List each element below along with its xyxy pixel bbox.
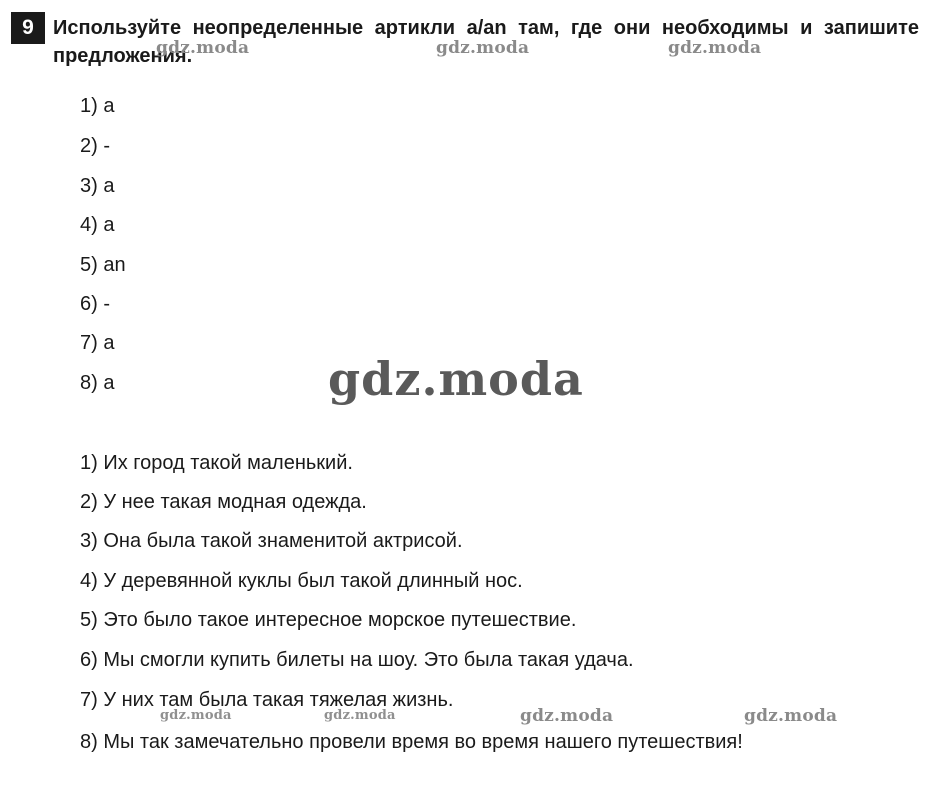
watermark: gdz.moda (160, 708, 232, 723)
answer-item: 8) a (80, 372, 115, 394)
sentence-item: 5) Это было такое интересное морское путешествие. (80, 609, 577, 631)
answer-item: 2) - (80, 135, 110, 157)
watermark: gdz.moda (324, 708, 396, 723)
watermark: gdz.moda (436, 38, 530, 58)
sentence-item: 4) У деревянной куклы был такой длинный нос. (80, 570, 523, 592)
task-number-badge: 9 (11, 12, 45, 44)
answer-item: 5) an (80, 254, 126, 276)
answer-item: 4) a (80, 214, 115, 236)
answer-item: 7) a (80, 332, 115, 354)
watermark: gdz.moda (744, 706, 838, 726)
sentence-item: 2) У нее такая модная одежда. (80, 491, 367, 513)
task-title: Используйте неопределенные артикли a/an там, где они необходимы и запишите предложения. (53, 17, 919, 67)
sentence-item: 3) Она была такой знаменитой актрисой. (80, 530, 463, 552)
answer-item: 1) a (80, 95, 115, 117)
sentence-item: 7) У них там была такая тяжелая жизнь. (80, 689, 454, 711)
watermark: gdz.moda (156, 38, 250, 58)
answer-item: 3) a (80, 175, 115, 197)
watermark: gdz.moda (520, 706, 614, 726)
sentence-item: 8) Мы так замечательно провели время во время нашего путешествия! (80, 731, 743, 753)
sentence-item: 1) Их город такой маленький. (80, 452, 353, 474)
sentence-item: 6) Мы смогли купить билеты на шоу. Это была такая удача. (80, 649, 634, 671)
answer-item: 6) - (80, 293, 110, 315)
watermark-large: gdz.moda (328, 352, 584, 406)
watermark: gdz.moda (668, 38, 762, 58)
